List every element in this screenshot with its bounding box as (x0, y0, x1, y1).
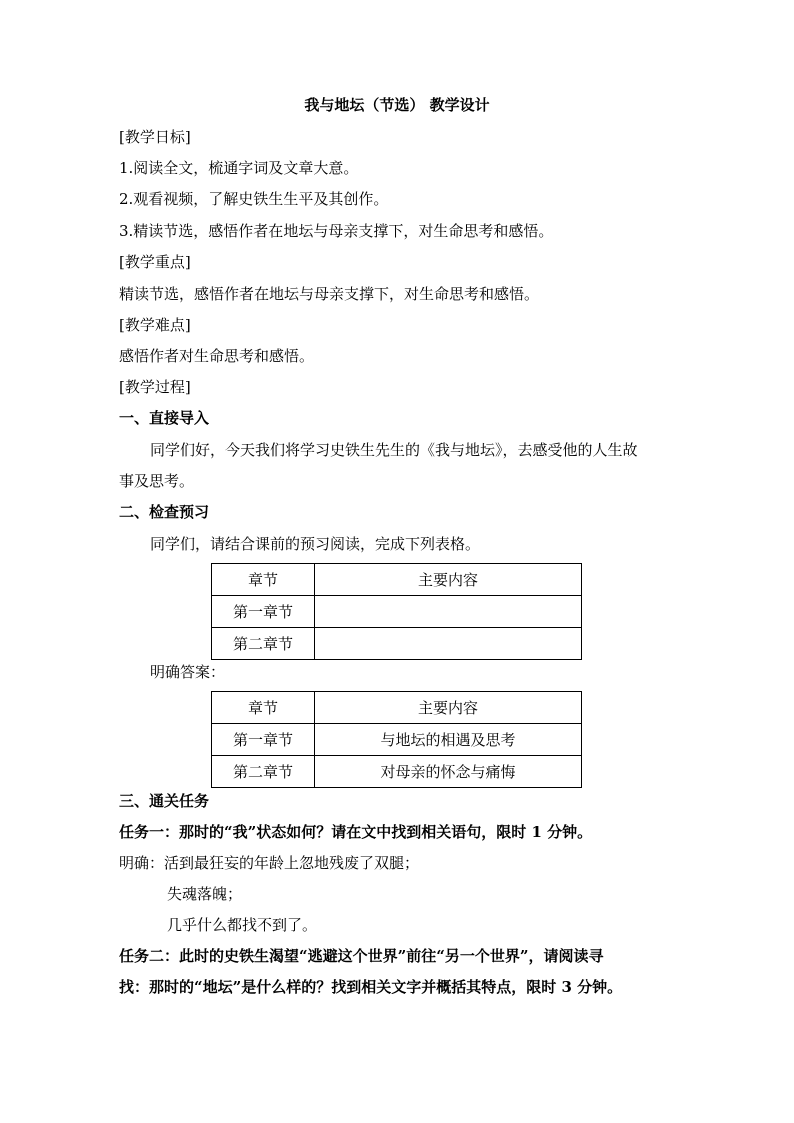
table-header-cell: 主要内容 (315, 564, 582, 596)
section-3-heading: 三、通关任务 (119, 792, 210, 810)
task-1-question: 任务一：那时的“我”状态如何？请在文中找到相关语句，限时 1 分钟。 (119, 823, 593, 841)
table-cell (315, 596, 582, 628)
difficulty-heading: [教学难点] (119, 316, 191, 334)
answer-label: 明确答案： (150, 663, 226, 681)
goal-item-3: 3.精读节选，感悟作者在地坛与母亲支撑下，对生命思考和感悟。 (119, 222, 554, 240)
section-1-paragraph-line-2: 事及思考。 (119, 472, 195, 490)
table-header-cell: 章节 (212, 692, 315, 724)
table-cell: 第一章节 (212, 596, 315, 628)
process-heading: [教学过程] (119, 378, 191, 396)
task-2-question-line-1: 任务二：此时的史铁生渴望“逃避这个世界”前往“另一个世界”，请阅读寻 (119, 947, 604, 965)
key-point-heading: [教学重点] (119, 253, 191, 271)
table-cell: 与地坛的相遇及思考 (315, 724, 582, 756)
section-1-paragraph-line-1: 同学们好，今天我们将学习史铁生先生的《我与地坛》，去感受他的人生故 (150, 441, 638, 459)
section-1-heading: 一、直接导入 (119, 409, 210, 427)
table-cell: 第一章节 (212, 724, 315, 756)
difficulty-text: 感悟作者对生命思考和感悟。 (119, 347, 315, 365)
table-header-cell: 主要内容 (315, 692, 582, 724)
goal-item-2: 2.观看视频，了解史铁生生平及其创作。 (119, 190, 389, 208)
table-cell (315, 628, 582, 660)
table-cell: 第二章节 (212, 756, 315, 788)
section-2-heading: 二、检查预习 (119, 503, 210, 521)
task-2-question-line-2: 找：那时的“地坛”是什么样的？找到相关文字并概括其特点，限时 3 分钟。 (119, 978, 623, 996)
section-2-paragraph: 同学们，请结合课前的预习阅读，完成下列表格。 (150, 535, 481, 553)
task-1-answer-line-1: 明确：活到最狂妄的年龄上忽地残废了双腿； (119, 854, 420, 872)
table-cell: 第二章节 (212, 628, 315, 660)
table-cell: 对母亲的怀念与痛悔 (315, 756, 582, 788)
table-row (212, 756, 582, 788)
goal-item-1: 1.阅读全文，梳通字词及文章大意。 (119, 159, 359, 177)
preview-table (211, 563, 582, 660)
table-row (212, 724, 582, 756)
task-1-answer-line-2: 失魂落魄； (167, 885, 243, 903)
table-row (212, 596, 582, 628)
answer-table (211, 691, 582, 788)
document-title: 我与地坛（节选） 教学设计 (304, 96, 490, 114)
key-point-text: 精读节选，感悟作者在地坛与母亲支撑下，对生命思考和感悟。 (119, 285, 540, 303)
table-row (212, 628, 582, 660)
goal-heading: [教学日标] (119, 128, 191, 146)
table-header-row (212, 564, 582, 596)
table-header-row (212, 692, 582, 724)
task-1-answer-line-3: 几乎什么都找不到了。 (167, 916, 318, 934)
table-header-cell: 章节 (212, 564, 315, 596)
